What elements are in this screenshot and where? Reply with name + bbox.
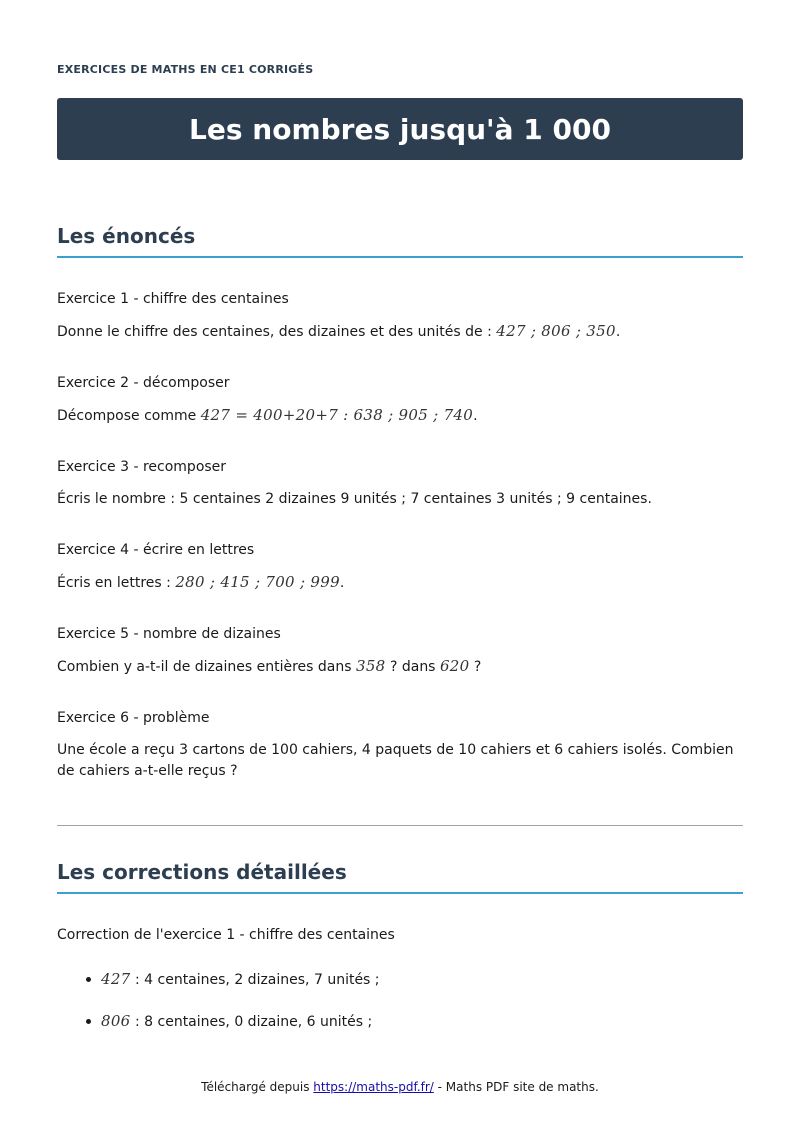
exercise-1-title: Exercice 1 - chiffre des centaines xyxy=(57,291,289,307)
footer-link[interactable]: https://maths-pdf.fr/ xyxy=(313,1080,434,1094)
exercise-4-math: 280 ; 415 ; 700 ; 999 xyxy=(175,573,340,591)
exercise-1-statement xyxy=(57,321,743,343)
exercise-2-punct: . xyxy=(473,408,478,424)
correction-item-text: : 8 centaines, 0 dizaine, 6 unités ; xyxy=(130,1014,373,1030)
correction-1-list xyxy=(57,969,743,1053)
correction-item-text: : 4 centaines, 2 dizaines, 7 unités ; xyxy=(130,972,380,988)
exercise-6-title: Exercice 6 - problème xyxy=(57,710,210,726)
correction-item-math: 806 xyxy=(101,1012,131,1030)
document-kicker: EXERCICES DE MATHS EN CE1 CORRIGÉS xyxy=(57,63,314,76)
exercise-4-statement xyxy=(57,572,743,594)
exercise-5-statement xyxy=(57,656,743,678)
exercise-1-math: 427 ; 806 ; 350 xyxy=(496,322,616,340)
exercise-5-text-middle: ? dans xyxy=(385,659,440,675)
exercise-1-punct: . xyxy=(615,324,621,340)
page-footer xyxy=(0,1080,800,1094)
exercise-5-title: Exercice 5 - nombre de dizaines xyxy=(57,626,281,642)
exercise-5-text: Combien y a-t-il de dizaines entières dans xyxy=(57,659,356,675)
section-heading-corrections: Les corrections détaillées xyxy=(57,860,743,894)
list-item xyxy=(57,1011,743,1053)
title-banner xyxy=(57,98,743,160)
exercise-2-title: Exercice 2 - décomposer xyxy=(57,375,230,391)
exercise-1-text: Donne le chiffre des centaines, des dizaines et des unités de : xyxy=(57,324,497,340)
exercise-2-text: Décompose comme xyxy=(57,408,201,424)
section-divider xyxy=(57,825,743,826)
exercise-4-text: Écris en lettres : xyxy=(57,575,176,591)
exercise-3-title: Exercice 3 - recomposer xyxy=(57,459,227,475)
exercise-5-math-2: 620 xyxy=(439,657,470,675)
exercise-3-text: Écris le nombre : 5 centaines 2 dizaines 9 unités ; 7 centaines 3 unités ; 9 centaines. xyxy=(57,491,652,507)
exercise-2-math: 427 = 400+20+7 : 638 ; 905 ; 740 xyxy=(200,406,474,424)
correction-item-math: 427 xyxy=(101,970,131,988)
correction-1-title: Correction de l'exercice 1 - chiffre des centaines xyxy=(57,927,395,943)
exercise-2-statement xyxy=(57,405,743,427)
page-title: Les nombres jusqu'à 1 000 xyxy=(189,112,611,146)
exercise-4-punct: . xyxy=(339,575,345,591)
footer-suffix: - Maths PDF site de maths. xyxy=(433,1080,599,1094)
exercise-6-text: Une école a reçu 3 cartons de 100 cahiers, 4 paquets de 10 cahiers et 6 cahiers isolés. Combien de cahiers a-t-elle reçus ? xyxy=(57,742,734,779)
list-item xyxy=(57,969,743,1011)
exercise-5-punct: ? xyxy=(469,659,482,675)
exercise-5-math-1: 358 xyxy=(355,657,386,675)
section-heading-enonces: Les énoncés xyxy=(57,224,743,258)
exercise-4-title: Exercice 4 - écrire en lettres xyxy=(57,542,255,558)
footer-prefix: Téléchargé depuis xyxy=(201,1080,314,1094)
